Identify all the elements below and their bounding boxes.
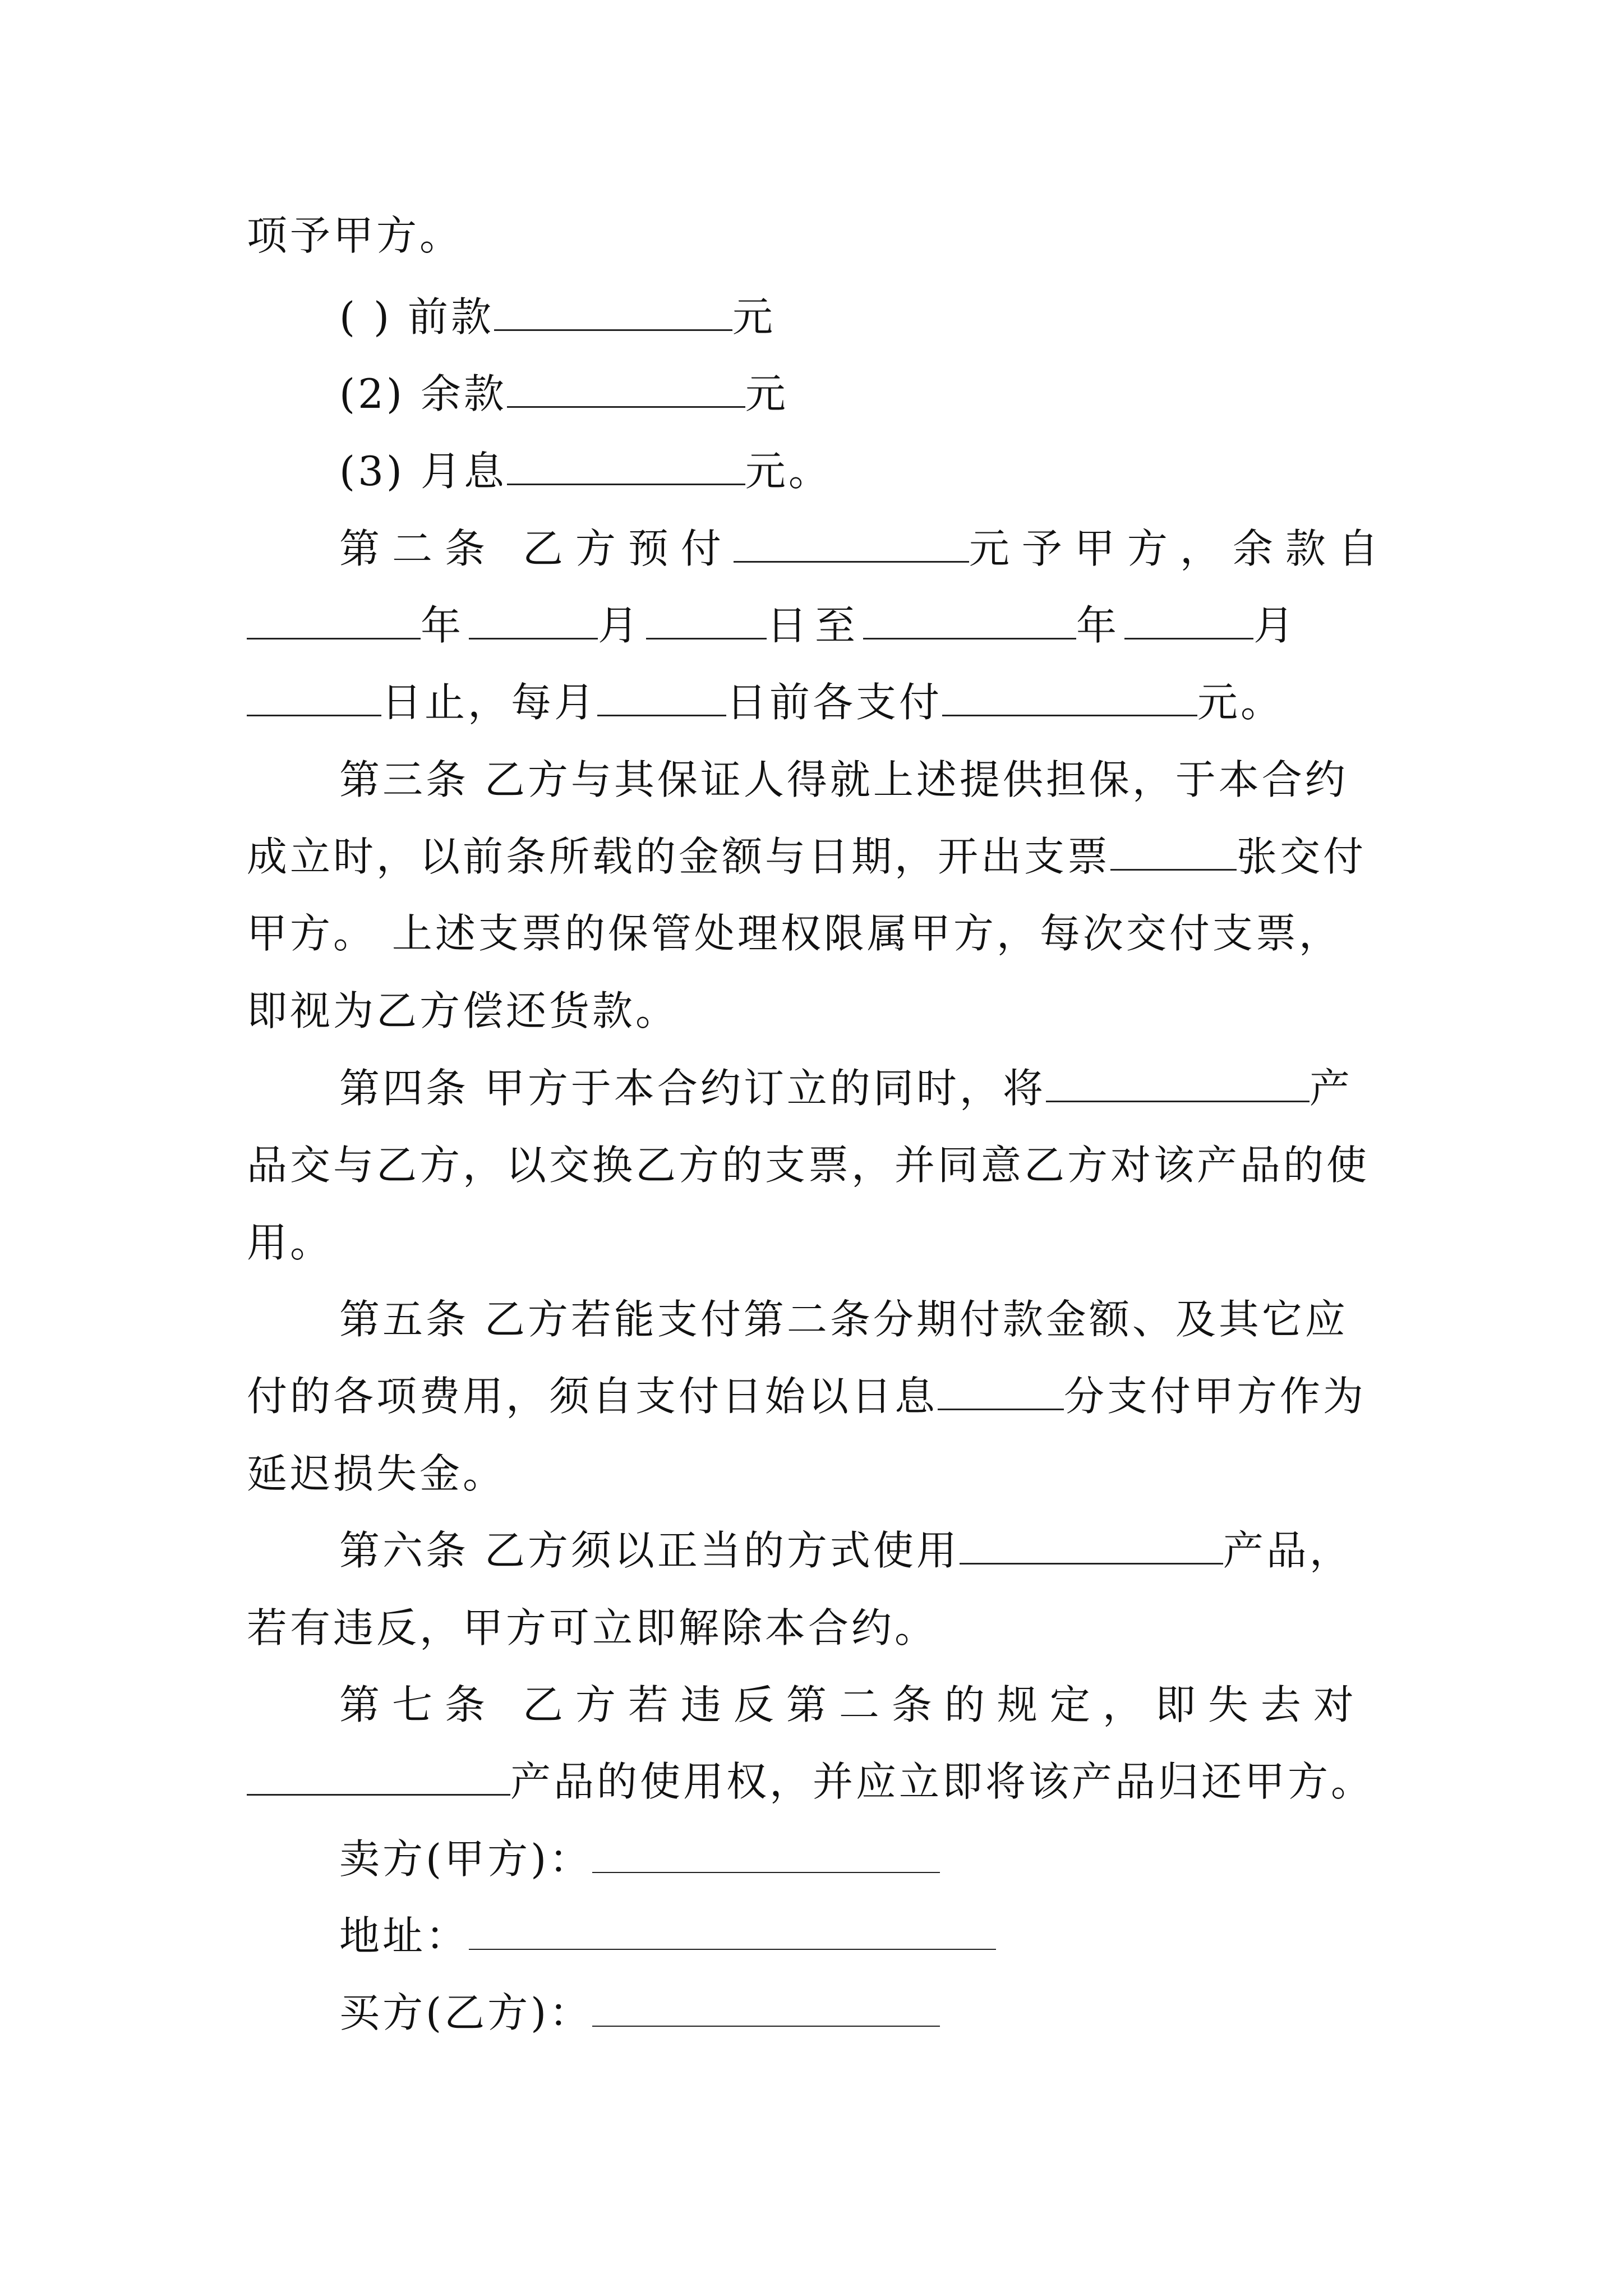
blank-field <box>597 680 726 716</box>
text: 元。 <box>1197 679 1284 726</box>
unit: 元 <box>745 370 789 417</box>
article-4-line-2 <box>247 1137 1385 1193</box>
blank-field <box>247 1759 510 1796</box>
text: 若有违反，甲方可立即解除本合约。 <box>247 1604 938 1651</box>
article-5-line-1 <box>339 1291 1478 1347</box>
text: 产 <box>1309 1065 1353 1112</box>
article-3-line-1 <box>339 752 1385 808</box>
text: 年 <box>1076 602 1125 649</box>
blank-field <box>469 1914 996 1950</box>
text: 第二条 乙方预付 <box>339 525 734 572</box>
buyer-signature-line <box>339 1985 1478 2041</box>
blank-field <box>863 603 1076 639</box>
paragraph-line <box>247 208 1385 264</box>
text: 分支付甲方作为 <box>1064 1373 1367 1420</box>
unit: 元 <box>732 293 776 341</box>
blank-field <box>938 1374 1064 1410</box>
blank-field <box>592 1991 940 2027</box>
article-5-line-2 <box>247 1368 1385 1424</box>
blank-field <box>1046 1066 1310 1102</box>
text: 月 <box>1253 602 1302 649</box>
article-5-line-3 <box>247 1446 1385 1502</box>
text: 项予甲方。 <box>247 212 463 259</box>
seller-signature-line <box>339 1831 1478 1887</box>
text: 产品， <box>1223 1527 1353 1574</box>
text: 日止，每月 <box>381 679 598 726</box>
seller-label: 卖方(甲方)： <box>339 1835 593 1883</box>
blank-field <box>1124 603 1253 639</box>
blank-field <box>592 1837 940 1873</box>
article-2-line-1 <box>339 521 1391 577</box>
text: 第六条 乙方须以正当的方式使用 <box>339 1527 960 1574</box>
text: 品交与乙方，以交换乙方的支票，并同意乙方对该产品的使 <box>247 1142 1370 1189</box>
text: 月 <box>598 602 647 649</box>
article-3-line-4 <box>247 983 1385 1039</box>
text: 第七条 乙方若违反第二条的规定，即失去对 <box>339 1681 1366 1728</box>
text: 日至 <box>767 602 864 649</box>
blank-field <box>247 680 381 716</box>
blank-field <box>1110 834 1237 871</box>
label: (2) 余款 <box>339 370 507 417</box>
blank-field <box>734 526 969 563</box>
text: 日前各支付 <box>726 679 943 726</box>
blank-field <box>247 603 421 639</box>
article-2-line-2 <box>247 597 1385 654</box>
payment-item-2 <box>339 366 1478 422</box>
buyer-label: 买方(乙方)： <box>339 1989 593 2036</box>
article-3-line-3 <box>247 905 1385 961</box>
text: 付的各项费用，须自支付日始以日息 <box>247 1373 938 1420</box>
address-label: 地址： <box>339 1912 469 1959</box>
blank-field <box>507 449 745 485</box>
blank-field <box>469 603 598 639</box>
label: (3) 月息 <box>339 448 507 495</box>
text: 产品的使用权，并应立即将该产品归还甲方。 <box>510 1758 1375 1805</box>
label: ( ) 前款 <box>339 293 494 341</box>
payment-item-1 <box>339 289 1478 345</box>
text: 第四条 甲方于本合约订立的同时，将 <box>339 1065 1046 1112</box>
text: 第三条 乙方与其保证人得就上述提供担保，于本合约 <box>339 756 1348 803</box>
text: 元予甲方，余款自 <box>969 525 1391 572</box>
text: 成立时，以前条所载的金额与日期，开出支票 <box>247 833 1111 880</box>
article-7-line-2 <box>247 1754 1385 1810</box>
blank-field <box>646 603 767 639</box>
blank-field <box>942 680 1197 716</box>
unit: 元。 <box>745 448 832 495</box>
text: 年 <box>421 602 469 649</box>
text: 第五条 乙方若能支付第二条分期付款金额、及其它应 <box>339 1296 1348 1343</box>
article-2-line-3 <box>247 674 1385 730</box>
text: 张交付 <box>1237 833 1367 880</box>
blank-field <box>960 1528 1223 1565</box>
article-3-line-2 <box>247 829 1385 885</box>
article-4-line-3 <box>247 1214 1385 1271</box>
article-6-line-2 <box>247 1600 1385 1656</box>
article-7-line-1 <box>339 1677 1385 1733</box>
blank-field <box>507 371 745 408</box>
article-4-line-1 <box>339 1060 1478 1116</box>
blank-field <box>494 295 732 331</box>
text: 即视为乙方偿还货款。 <box>247 987 679 1034</box>
payment-item-3 <box>339 443 1478 499</box>
address-line <box>339 1908 1478 1964</box>
text: 甲方。 上述支票的保管处理权限属甲方，每次交付支票， <box>247 910 1342 957</box>
article-6-line-1 <box>339 1522 1478 1579</box>
text: 延迟损失金。 <box>247 1450 506 1497</box>
text: 用。 <box>247 1219 334 1266</box>
